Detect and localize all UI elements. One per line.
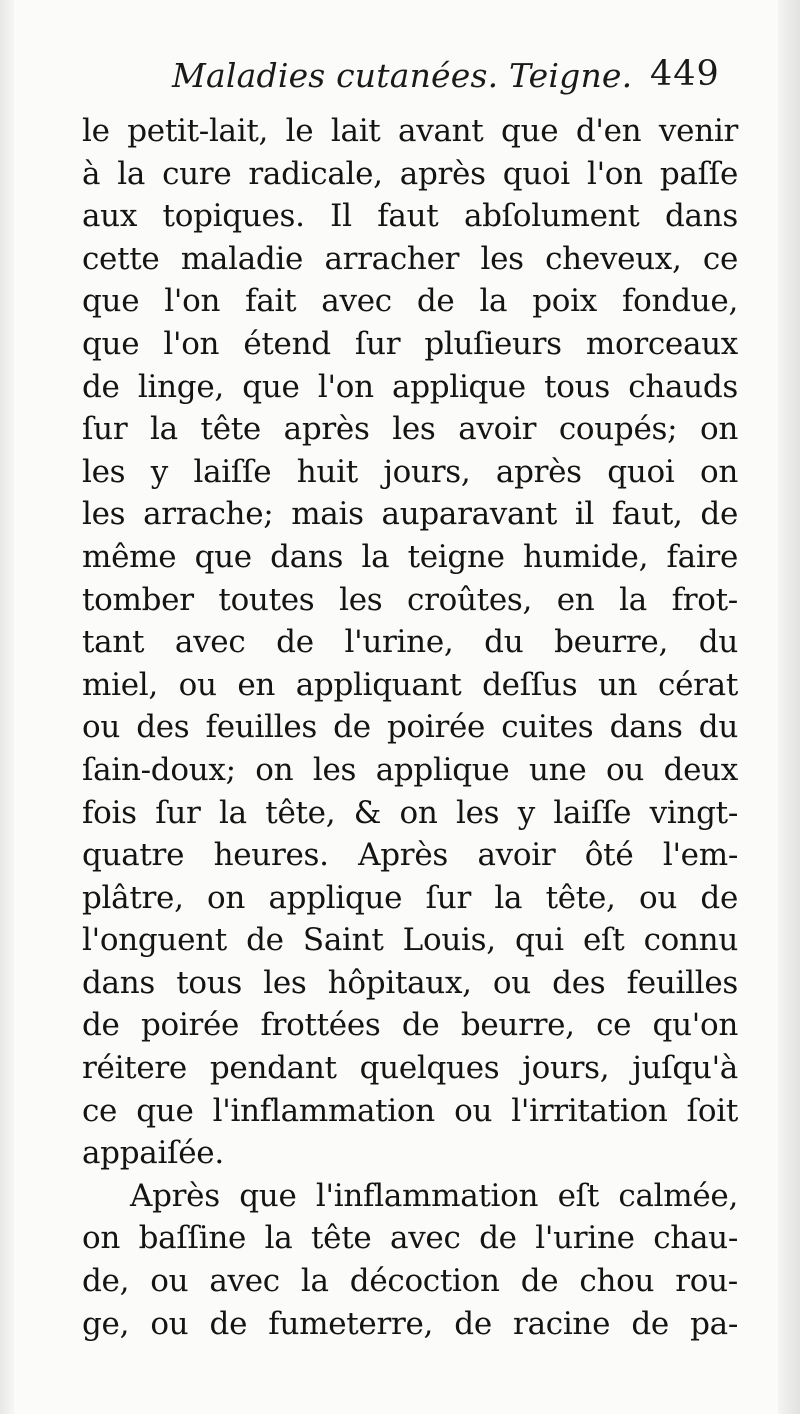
- text-line: tant avec de l'urine, du beurre, du: [82, 624, 738, 661]
- running-title: Maladies cutanées. Teigne.: [172, 56, 633, 95]
- text-line: fois ſur la tête, & on les y laiſſe vingt-: [82, 794, 738, 831]
- text-line: même que dans la teigne humide, faire: [82, 538, 738, 575]
- running-head: [172, 48, 732, 104]
- page-number: 449: [650, 54, 720, 94]
- text-line: miel, ou en appliquant deſſus un cérat: [82, 666, 738, 703]
- paragraph-start-line: Après que l'inflammation eſt calmée,: [130, 1177, 738, 1214]
- text-line: le petit-lait, le lait avant que d'en venir: [82, 113, 738, 149]
- page-left-edge: [0, 0, 14, 1414]
- text-line: de linge, que l'on applique tous chauds: [82, 368, 738, 405]
- text-line: on baſſine la tête avec de l'urine chau-: [82, 1220, 738, 1257]
- text-line: ou des feuilles de poirée cuites dans du: [82, 709, 738, 746]
- text-line: quatre heures. Après avoir ôté l'em-: [82, 837, 738, 874]
- page-right-edge: [778, 0, 800, 1414]
- text-line: de poirée frottées de beurre, ce qu'on: [82, 1007, 738, 1044]
- text-line: ſur la tête après les avoir coupés; on: [82, 411, 738, 448]
- text-line: cette maladie arracher les cheveux, ce: [82, 240, 738, 277]
- text-line: les arrache; mais auparavant il faut, de: [82, 496, 738, 533]
- text-line: tomber toutes les croûtes, en la frot-: [82, 581, 738, 618]
- text-line: réitere pendant quelques jours, juſqu'à: [82, 1050, 738, 1087]
- text-line: que l'on fait avec de la poix fondue,: [82, 283, 738, 320]
- text-line: plâtre, on applique ſur la tête, ou de: [82, 879, 738, 916]
- text-line: aux topiques. Il faut abſolument dans: [82, 198, 738, 235]
- text-line: dans tous les hôpitaux, ou des feuilles: [82, 964, 738, 1001]
- text-line: que l'on étend ſur pluſieurs morceaux: [82, 325, 738, 362]
- paragraph-end-line: appaiſée.: [82, 1135, 224, 1172]
- text-line: ſain-doux; on les applique une ou deux: [82, 751, 738, 788]
- text-line: de, ou avec la décoction de chou rou-: [82, 1263, 738, 1300]
- text-line: ge, ou de fumeterre, de racine de pa-: [82, 1305, 738, 1342]
- text-line: à la cure radicale, après quoi l'on paſſe: [82, 155, 738, 192]
- text-line: les y laiſſe huit jours, après quoi on: [82, 453, 738, 490]
- body-text: [82, 110, 738, 1345]
- text-line: l'onguent de Saint Louis, qui eſt connu: [82, 922, 738, 959]
- text-line: ce que l'inflammation ou l'irritation ſoit: [82, 1092, 738, 1129]
